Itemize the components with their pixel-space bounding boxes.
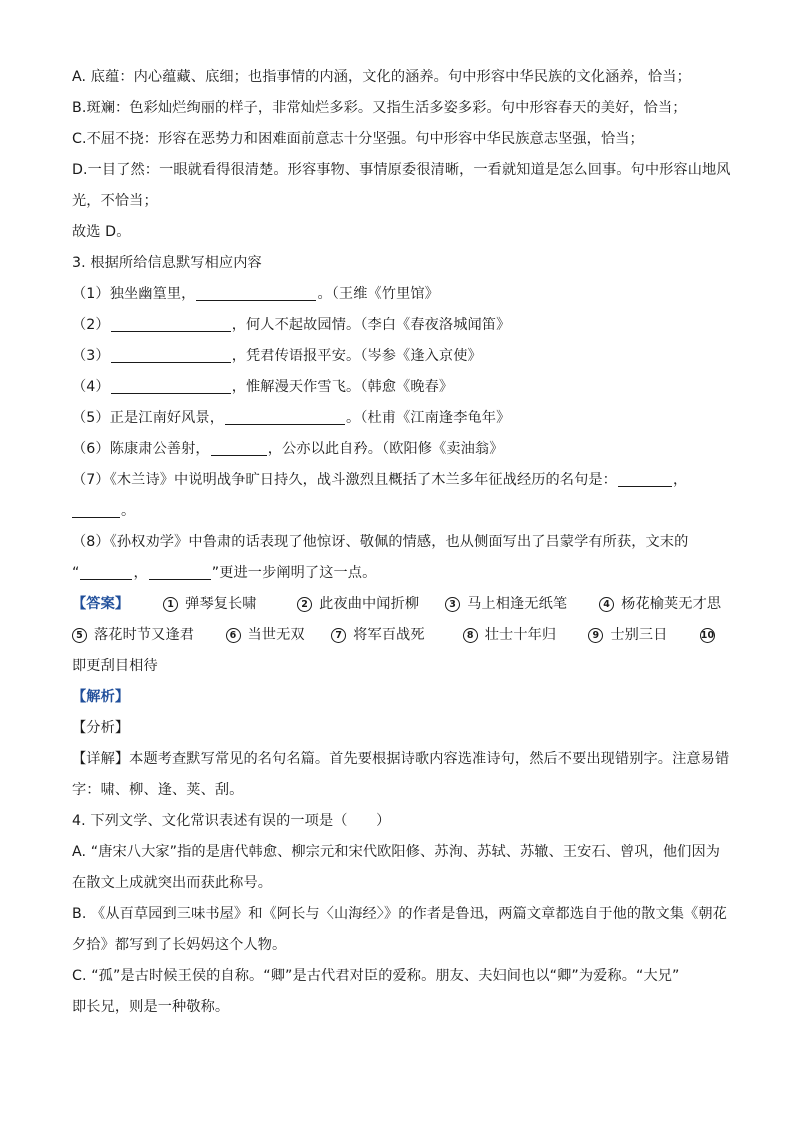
q3-item-4-pre: （4） <box>72 379 110 395</box>
q3-item-3-pre: （3） <box>72 348 110 364</box>
circled-number: 9 <box>588 628 603 643</box>
fill-blank <box>618 469 672 487</box>
answer-item <box>445 589 599 620</box>
q3-item-6-pre: （6）陈康肃公善射， <box>72 441 210 457</box>
xiangjie-label: 【详解】 <box>72 751 130 767</box>
circled-number: 2 <box>297 597 312 612</box>
q4-option-c-line1: C. “孤”是古时候王侯的自称。“卿”是古代君对臣的爱称。朋友、夫妇间也以“卿”为爱称。“大兄” <box>72 968 680 984</box>
xiangjie-text: 本题考查默写常见的名句名篇。首先要根据诗歌内容选准诗句，然后不要出现错别字。注意易错 <box>129 751 730 767</box>
q3-item-8-close: ”更进一步阐明了这一点。 <box>211 565 377 581</box>
answer-item <box>72 620 226 651</box>
q3-item-5-pre: （5）正是江南好风景， <box>72 410 225 426</box>
q3-item-2-pre: （2） <box>72 317 110 333</box>
circled-number: 7 <box>331 628 346 643</box>
fill-blank <box>111 345 231 363</box>
xiangjie-line-2: 字：啸、柳、逢、荚、刮。 <box>72 782 244 798</box>
q3-item-4-post: ，惟解漫天作雪飞。（韩愈《晚春》 <box>231 379 454 395</box>
q3-item-8-comma: ， <box>133 565 148 581</box>
answer-item <box>700 628 722 643</box>
q3-item-3-post: ，凭君传语报平安。（岑参《逢入京使》 <box>231 348 482 364</box>
xiangjie-line-1 <box>72 744 730 775</box>
fill-blank <box>225 407 345 425</box>
fill-blank <box>149 562 211 580</box>
option-a-explanation: A. 底蕴：内心蕴藏、底细；也指事情的内涵，文化的涵养。句中形容中华民族的文化涵养，恰当； <box>72 69 691 85</box>
q3-item-4 <box>72 372 722 403</box>
answer-text: 马上相逢无纸笔 <box>467 596 568 612</box>
q3-item-8-line1: （8）《孙权劝学》中鲁肃的话表现了他惊讶、敬佩的情感，也从侧面写出了吕蒙学有所获，文末的 <box>72 534 689 550</box>
q3-item-5 <box>72 403 722 434</box>
answer-text: 杨花榆荚无才思 <box>621 596 722 612</box>
circled-number: 6 <box>226 628 241 643</box>
option-b-explanation: B.斑斓：色彩灿烂绚丽的样子，非常灿烂多彩。又指生活多姿多彩。句中形容春天的美好，恰当； <box>72 100 687 116</box>
option-d-explanation-line2: 光，不恰当； <box>72 193 158 209</box>
analysis-heading: 【解析】 <box>72 689 130 705</box>
q4-option-b-line2: 夕拾》都写到了长妈妈这个人物。 <box>72 937 287 953</box>
q3-item-2-post: ，何人不起故园情。（李白《春夜洛城闻笛》 <box>231 317 511 333</box>
q4-option-a-line1: A. “唐宋八大家”指的是唐代韩愈、柳宗元和宋代欧阳修、苏洵、苏轼、苏辙、王安石、曾巩，他们因为 <box>72 844 721 860</box>
answer-text: 弹琴复长啸 <box>185 596 257 612</box>
fill-blank <box>111 314 231 332</box>
circled-number: 8 <box>463 628 478 643</box>
q3-item-7-line2 <box>72 496 722 527</box>
answer-text: 此夜曲中闻折柳 <box>319 596 420 612</box>
circled-number: 5 <box>72 628 87 643</box>
answer-text: 落花时节又逢君 <box>94 627 195 643</box>
option-d-explanation-line1: D.一目了然：一眼就看得很清楚。形容事物、事情原委很清晰，一看就知道是怎么回事。句中形容山地风 <box>72 162 731 178</box>
answer-line-2 <box>72 620 722 651</box>
fill-blank <box>211 438 267 456</box>
answer-label: 【答案】 <box>72 596 130 612</box>
answer-item <box>331 620 463 651</box>
circled-number: 10 <box>700 628 715 643</box>
q4-option-a-line2: 在散文上成就突出而获此称号。 <box>72 875 273 891</box>
q3-item-7-end: 。 <box>121 503 136 519</box>
q3-item-7-line1 <box>72 465 722 496</box>
answer-text: 当世无双 <box>247 627 305 643</box>
answer-line-1 <box>72 589 722 620</box>
question-3-title: 3. 根据所给信息默写相应内容 <box>72 255 262 271</box>
q3-item-6-post: ，公亦以此自矜。（欧阳修《卖油翁》 <box>267 441 504 457</box>
answer-item <box>463 620 589 651</box>
answer-item <box>588 620 700 651</box>
circled-number: 3 <box>445 597 460 612</box>
q3-item-7-comma: ， <box>672 472 688 488</box>
choice-conclusion: 故选 D。 <box>72 224 131 240</box>
answer-item <box>226 620 332 651</box>
q3-item-6 <box>72 434 722 465</box>
q3-item-5-post: 。（杜甫《江南逢李龟年》 <box>346 410 511 426</box>
q4-option-b-line1: B. 《从百草园到三味书屋》和《阿长与〈山海经〉》的作者是鲁迅，两篇文章都选自于他的散文集《朝花 <box>72 906 727 922</box>
circled-number: 1 <box>163 597 178 612</box>
answer-item <box>163 589 297 620</box>
answer-text: 壮士十年归 <box>484 627 557 643</box>
fenxi-heading: 【分析】 <box>72 720 130 736</box>
q3-item-3 <box>72 341 722 372</box>
q3-item-8-open-quote: “ <box>72 565 80 581</box>
q3-item-1-post: 。（王维《竹里馆》 <box>317 286 439 302</box>
answer-item <box>599 589 721 620</box>
circled-number: 4 <box>599 597 614 612</box>
q4-option-c-line2: 即长兄，则是一种敬称。 <box>72 999 230 1015</box>
fill-blank <box>72 500 120 518</box>
fill-blank <box>80 562 132 580</box>
q3-item-7-text: （7）《木兰诗》中说明战争旷日持久，战斗激烈且概括了木兰多年征战经历的名句是： <box>72 472 617 488</box>
answer-item <box>297 589 445 620</box>
q3-item-1-pre: （1）独坐幽篁里， <box>72 286 196 302</box>
document-page <box>72 62 731 1023</box>
answer-text: 士别三日 <box>610 627 668 643</box>
answer-line-3: 即更刮目相待 <box>72 658 158 674</box>
option-c-explanation: C.不屈不挠：形容在恶势力和困难面前意志十分坚强。句中形容中华民族意志坚强，恰当； <box>72 131 644 147</box>
question-4-title: 4. 下列文学、文化常识表述有误的一项是（ ） <box>72 813 391 829</box>
answer-text: 将军百战死 <box>353 627 425 643</box>
q3-item-1 <box>72 279 722 310</box>
q3-item-2 <box>72 310 722 341</box>
q3-item-8-line2 <box>72 558 722 589</box>
fill-blank <box>196 283 316 301</box>
fill-blank <box>111 376 231 394</box>
